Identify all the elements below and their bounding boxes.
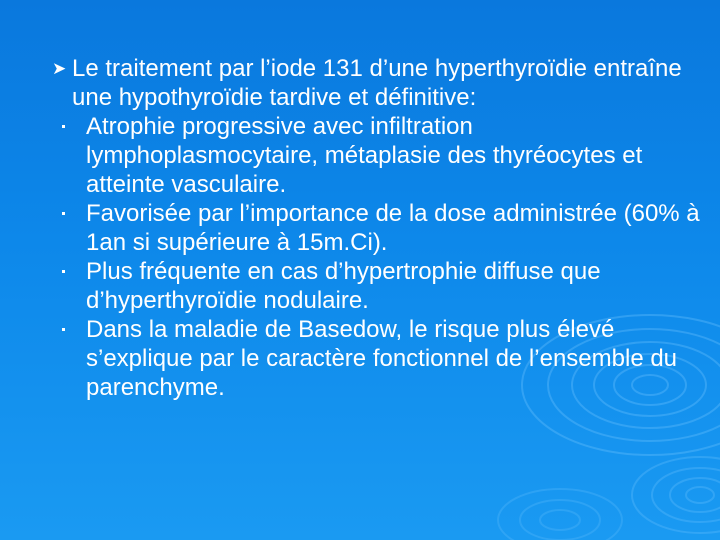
sub-bullet-item [52, 199, 702, 257]
sub-bullet-list [52, 112, 702, 402]
main-bullet-text: Le traitement par l’iode 131 d’une hyperthyroïdie entraîne une hypothyroïdie tardive et définitive: [72, 55, 682, 111]
sub-bullet-item [52, 257, 702, 315]
sub-bullet-item [52, 112, 702, 199]
square-bullet-icon [62, 125, 65, 128]
sub-bullet-item [52, 315, 702, 402]
main-bullet-item [52, 54, 702, 112]
slide-content [52, 54, 702, 402]
sub-bullet-text: Plus fréquente en cas d’hypertrophie diffuse que d’hyperthyroïdie nodulaire. [86, 258, 601, 314]
sub-bullet-text: Atrophie progressive avec infiltration lymphoplasmocytaire, métaplasie des thyréocytes et atteinte vasculaire. [86, 113, 643, 198]
square-bullet-icon [62, 212, 65, 215]
sub-bullet-text: Favorisée par l’importance de la dose administrée (60% à 1an si supérieure à 15m.Ci). [86, 200, 700, 256]
arrow-bullet-icon: ➤ [52, 59, 67, 78]
sub-bullet-text: Dans la maladie de Basedow, le risque plus élevé s’explique par le caractère fonctionnel de l’ensemble du parenchyme. [86, 316, 678, 401]
square-bullet-icon [62, 270, 65, 273]
square-bullet-icon [62, 328, 65, 331]
